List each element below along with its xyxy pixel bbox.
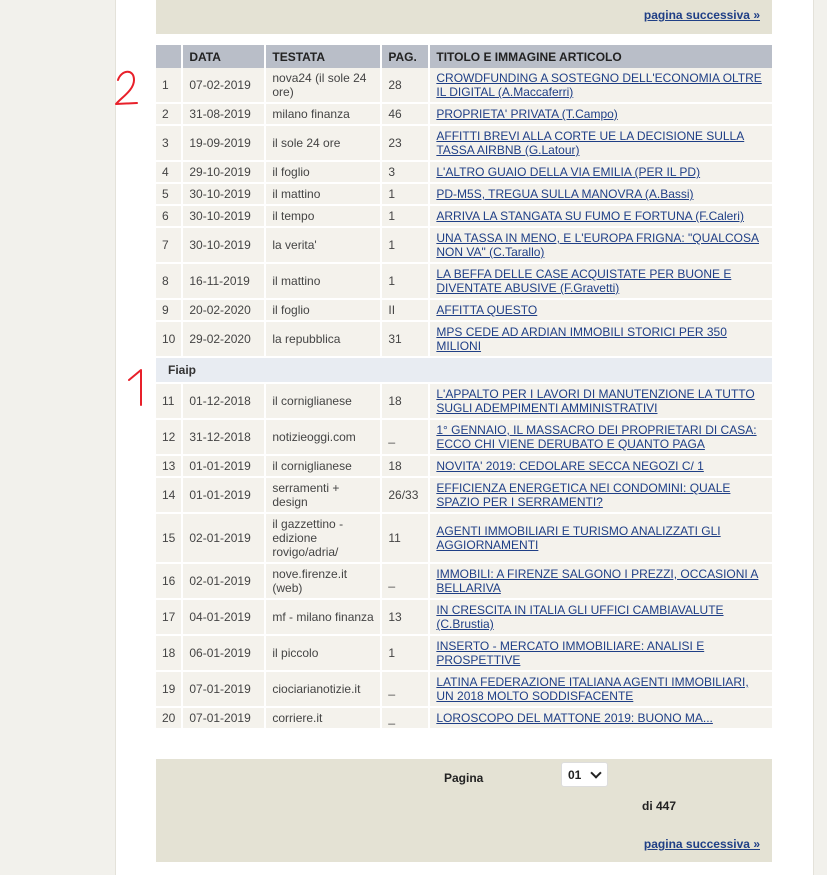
article-link[interactable]: IN CRESCITA IN ITALIA GLI UFFICI CAMBIAVALUTE (C.Brustia): [436, 603, 724, 631]
row-index: 8: [156, 264, 183, 300]
row-page: 3: [382, 162, 430, 184]
article-link[interactable]: ARRIVA LA STANGATA SU FUMO E FORTUNA (F.Caleri): [436, 209, 744, 223]
row-testata: il mattino: [266, 184, 382, 206]
row-date: 30-10-2019: [183, 206, 266, 228]
row-testata: mf - milano finanza: [266, 600, 382, 636]
row-index: 13: [156, 456, 183, 478]
next-page-link-top[interactable]: pagina successiva »: [643, 8, 760, 22]
next-page-link-bottom[interactable]: pagina successiva »: [643, 837, 760, 851]
row-testata: il sole 24 ore: [266, 126, 382, 162]
row-date: 31-12-2018: [183, 420, 266, 456]
row-testata: il corniglianese: [266, 456, 382, 478]
article-link[interactable]: AGENTI IMMOBILIARI E TURISMO ANALIZZATI GLI AGGIORNAMENTI: [436, 524, 721, 552]
row-testata: corriere.it: [266, 708, 382, 730]
row-page: 28: [382, 68, 430, 104]
page-select-value: 01: [568, 767, 582, 782]
row-testata: il foglio: [266, 162, 382, 184]
article-link[interactable]: PD-M5S, TREGUA SULLA MANOVRA (A.Bassi): [436, 187, 694, 201]
article-link[interactable]: INSERTO - MERCATO IMMOBILIARE: ANALISI E PROSPETTIVE: [436, 639, 705, 667]
row-date: 01-12-2018: [183, 384, 266, 420]
row-page: 1: [382, 206, 430, 228]
article-link[interactable]: IMMOBILI: A FIRENZE SALGONO I PREZZI, OCCASIONI A BELLARIVA: [436, 567, 759, 595]
row-index: 20: [156, 708, 183, 730]
row-index: 5: [156, 184, 183, 206]
article-link[interactable]: LOROSCOPO DEL MATTONE 2019: BUONO MA...: [436, 711, 713, 725]
row-page: 26/33: [382, 478, 430, 514]
article-link[interactable]: LATINA FEDERAZIONE ITALIANA AGENTI IMMOBILIARI, UN 2018 MOLTO SODDISFACENTE: [436, 675, 749, 703]
header-date: DATA: [183, 45, 266, 68]
row-index: 7: [156, 228, 183, 264]
row-page: 1: [382, 228, 430, 264]
row-date: 07-02-2019: [183, 68, 266, 104]
row-index: 1: [156, 68, 183, 104]
article-link[interactable]: NOVITA' 2019: CEDOLARE SECCA NEGOZI C/ 1: [436, 459, 704, 473]
row-date: 01-01-2019: [183, 478, 266, 514]
row-index: 19: [156, 672, 183, 708]
row-page: 18: [382, 456, 430, 478]
page-label: Pagina: [444, 771, 484, 785]
row-testata: il corniglianese: [266, 384, 382, 420]
article-link[interactable]: L'APPALTO PER I LAVORI DI MANUTENZIONE LA TUTTO SUGLI ADEMPIMENTI AMMINISTRATIVI: [436, 387, 755, 415]
article-link[interactable]: 1° GENNAIO, IL MASSACRO DEI PROPRIETARI DI CASA: ECCO CHI VIENE DERUBATO E QUANTO PAGA: [436, 423, 757, 451]
article-link[interactable]: UNA TASSA IN MENO, E L'EUROPA FRIGNA: "QUALCOSA NON VA" (C.Tarallo): [436, 231, 759, 259]
article-link[interactable]: AFFITTA QUESTO: [436, 303, 538, 317]
row-index: 6: [156, 206, 183, 228]
row-page: 11: [382, 514, 430, 564]
row-index: 11: [156, 384, 183, 420]
row-date: 06-01-2019: [183, 636, 266, 672]
row-page: 18: [382, 384, 430, 420]
row-index: 17: [156, 600, 183, 636]
row-date: 01-01-2019: [183, 456, 266, 478]
row-date: 29-10-2019: [183, 162, 266, 184]
row-index: 4: [156, 162, 183, 184]
row-index: 18: [156, 636, 183, 672]
row-index: 12: [156, 420, 183, 456]
row-testata: la verita': [266, 228, 382, 264]
row-date: 07-01-2019: [183, 708, 266, 730]
row-page: _: [382, 672, 430, 708]
group-label: Fiaip: [156, 358, 772, 384]
row-page: 31: [382, 322, 430, 358]
row-index: 14: [156, 478, 183, 514]
article-link[interactable]: AFFITTI BREVI ALLA CORTE UE LA DECISIONE SULLA TASSA AIRBNB (G.Latour): [436, 129, 745, 157]
row-testata: il gazzettino - edizione rovigo/adria/: [266, 514, 382, 564]
article-link[interactable]: EFFICIENZA ENERGETICA NEI CONDOMINI: QUALE SPAZIO PER I SERRAMENTI?: [436, 481, 731, 509]
row-testata: serramenti + design: [266, 478, 382, 514]
article-link[interactable]: L'ALTRO GUAIO DELLA VIA EMILIA (PER IL PD): [436, 165, 701, 179]
row-date: 30-10-2019: [183, 228, 266, 264]
row-index: 15: [156, 514, 183, 564]
row-page: 1: [382, 636, 430, 672]
row-date: 19-09-2019: [183, 126, 266, 162]
row-page: 13: [382, 600, 430, 636]
row-testata: nova24 (il sole 24 ore): [266, 68, 382, 104]
row-page: 1: [382, 184, 430, 206]
annotation-number-1: [129, 370, 141, 405]
row-page: _: [382, 564, 430, 600]
annotation-number-2: [116, 72, 137, 104]
row-index: 2: [156, 104, 183, 126]
row-index: 10: [156, 322, 183, 358]
page-total: di 447: [642, 799, 677, 813]
row-date: 02-01-2019: [183, 564, 266, 600]
row-date: 30-10-2019: [183, 184, 266, 206]
row-page: 46: [382, 104, 430, 126]
row-page: 1: [382, 264, 430, 300]
header-pag: PAG.: [382, 45, 430, 68]
row-date: 04-01-2019: [183, 600, 266, 636]
row-page: _: [382, 708, 430, 730]
article-link[interactable]: MPS CEDE AD ARDIAN IMMOBILI STORICI PER 350 MILIONI: [436, 325, 727, 353]
row-testata: ciociarianotizie.it: [266, 672, 382, 708]
article-link[interactable]: PROPRIETA' PRIVATA (T.Campo): [436, 107, 618, 121]
row-testata: la repubblica: [266, 322, 382, 358]
row-date: 31-08-2019: [183, 104, 266, 126]
row-index: 3: [156, 126, 183, 162]
row-date: 02-01-2019: [183, 514, 266, 564]
row-testata: il piccolo: [266, 636, 382, 672]
row-testata: il tempo: [266, 206, 382, 228]
row-testata: notizieoggi.com: [266, 420, 382, 456]
row-page: _: [382, 420, 430, 456]
row-page: II: [382, 300, 430, 322]
row-index: 9: [156, 300, 183, 322]
row-testata: nove.firenze.it (web): [266, 564, 382, 600]
row-testata: il mattino: [266, 264, 382, 300]
row-date: 29-02-2020: [183, 322, 266, 358]
row-date: 07-01-2019: [183, 672, 266, 708]
row-date: 20-02-2020: [183, 300, 266, 322]
row-page: 23: [382, 126, 430, 162]
row-index: 16: [156, 564, 183, 600]
header-title: TITOLO E IMMAGINE ARTICOLO: [430, 45, 772, 68]
row-testata: il foglio: [266, 300, 382, 322]
article-link[interactable]: LA BEFFA DELLE CASE ACQUISTATE PER BUONE E DIVENTATE ABUSIVE (F.Gravetti): [436, 267, 732, 295]
row-date: 16-11-2019: [183, 264, 266, 300]
row-testata: milano finanza: [266, 104, 382, 126]
article-link[interactable]: CROWDFUNDING A SOSTEGNO DELL'ECONOMIA OLTRE IL DIGITAL (A.Maccaferri): [436, 71, 762, 99]
header-testata: TESTATA: [266, 45, 382, 68]
